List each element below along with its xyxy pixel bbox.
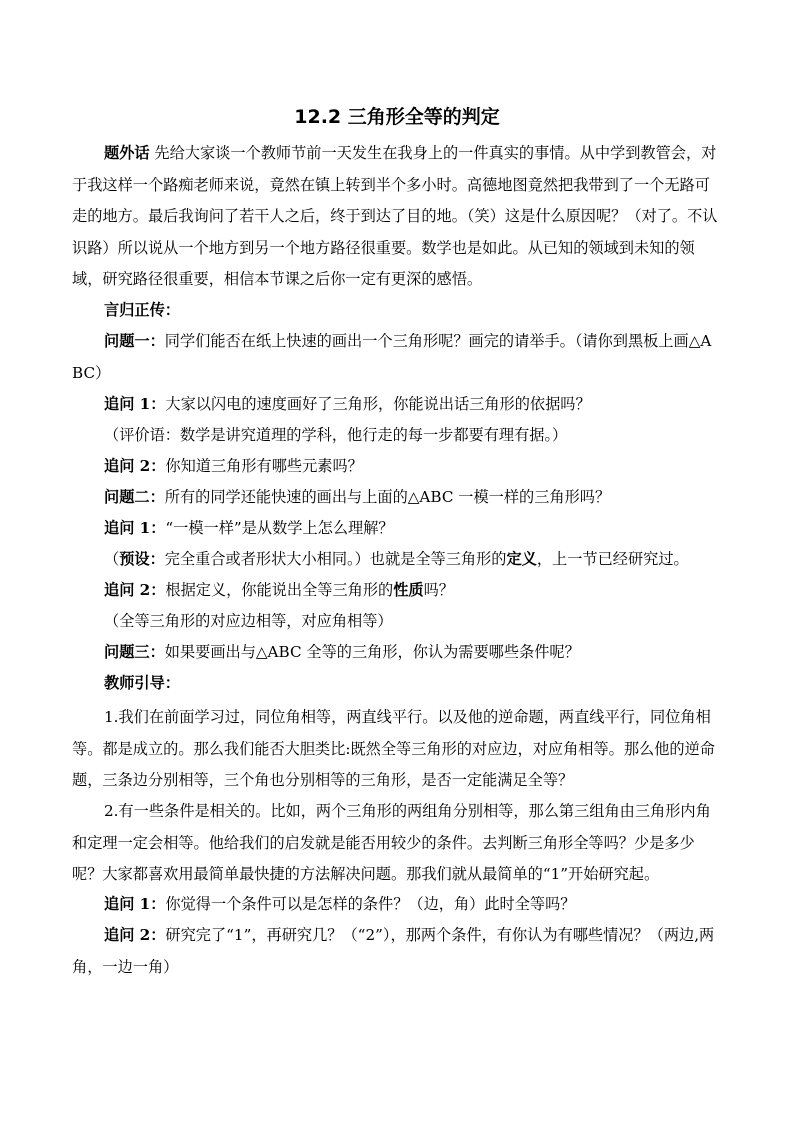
question-one: 问题一：同学们能否在纸上快速的画出一个三角形呢？画完的请举手。（请你到黑板上画△ABC） [72, 332, 712, 382]
question-three-followup-1: 追问 1：你觉得一个条件可以是怎样的条件？（边，角）此时全等吗？ [104, 895, 576, 913]
section-heading: 言归正传： [104, 301, 180, 319]
question-three-label: 问题三： [104, 643, 165, 661]
intro-text: 先给大家谈一个教师节前一天发生在我身上的一件真实的事情。从中学到教管会，对于我这样一个路痴老师来说，竟然在镇上转到半个多小时。高德地图竟然把我带到了一个无路可走的地方。最后我询问了若干人之后，终于到达了目的地。（笑）这是什么原因呢？（对了。不认识路）所以说从一个地方到另一个地方路径很重要。数学也是如此。从已知的领域到未知的领域，研究路径很重要，相信本节课之后你一定有更深的感悟。 [72, 144, 718, 288]
document-title: 12.2 三角形全等的判定 [294, 106, 500, 128]
question-two-answer: （全等三角形的对应边相等，对应角相等） [104, 612, 393, 630]
question-one-followup-1: 追问 1：大家以闪电的速度画好了三角形，你能说出话三角形的依据吗？ [104, 395, 591, 413]
question-one-followup-2: 追问 2：你知道三角形有哪些元素吗？ [104, 457, 363, 475]
teacher-guide-heading: 教师引导： [104, 674, 180, 692]
question-one-comment: （评价语：数学是讲究道理的学科，他行走的每一步都要有理有据。） [104, 426, 568, 444]
teacher-guide-point-1: 1.我们在前面学习过，同位角相等，两直线平行。以及他的逆命题，两直线平行，同位角相等。都是成立的。那么我们能否大胆类比:既然全等三角形的对应边，对应角相等。那么他的逆命题，三条边分别相等，三个角也分别相等的三角形，是否一定能满足全等？ [72, 708, 715, 789]
intro-paragraph [72, 138, 722, 296]
teacher-guide-point-2: 2.有一些条件是相关的。比如，两个三角形的两组角分别相等，那么第三组角由三角形内角和定理一定会相等。他给我们的启发就是能否用较少的条件。去判断三角形全等吗？少是多少呢？大家都喜欢用最简单最快捷的方法解决问题。那我们就从最简单的“1”开始研究起。 [72, 802, 711, 883]
question-two-label: 问题二： [104, 488, 165, 506]
intro-label: 题外话 [104, 144, 150, 162]
question-three-followup-2: 追问 2：研究完了“1”，再研究几？（“2”），那两个条件，有你认为有哪些情况？（两边,两角，一边一角） [72, 926, 715, 976]
question-one-label: 问题一： [104, 332, 165, 350]
question-two: 问题二：所有的同学还能快速的画出与上面的△ABC 一模一样的三角形吗？ [104, 488, 611, 506]
question-two-preset: （预设：完全重合或者形状大小相同。）也就是全等三角形的定义，上一节已经研究过。 [104, 550, 689, 568]
question-two-followup-1: 追问 1：“一模一样”是从数学上怎么理解？ [104, 519, 394, 537]
question-two-followup-2: 追问 2：根据定义，你能说出全等三角形的性质吗？ [104, 581, 454, 599]
question-three: 问题三：如果要画出与△ABC 全等的三角形，你认为需要哪些条件呢？ [104, 643, 580, 661]
